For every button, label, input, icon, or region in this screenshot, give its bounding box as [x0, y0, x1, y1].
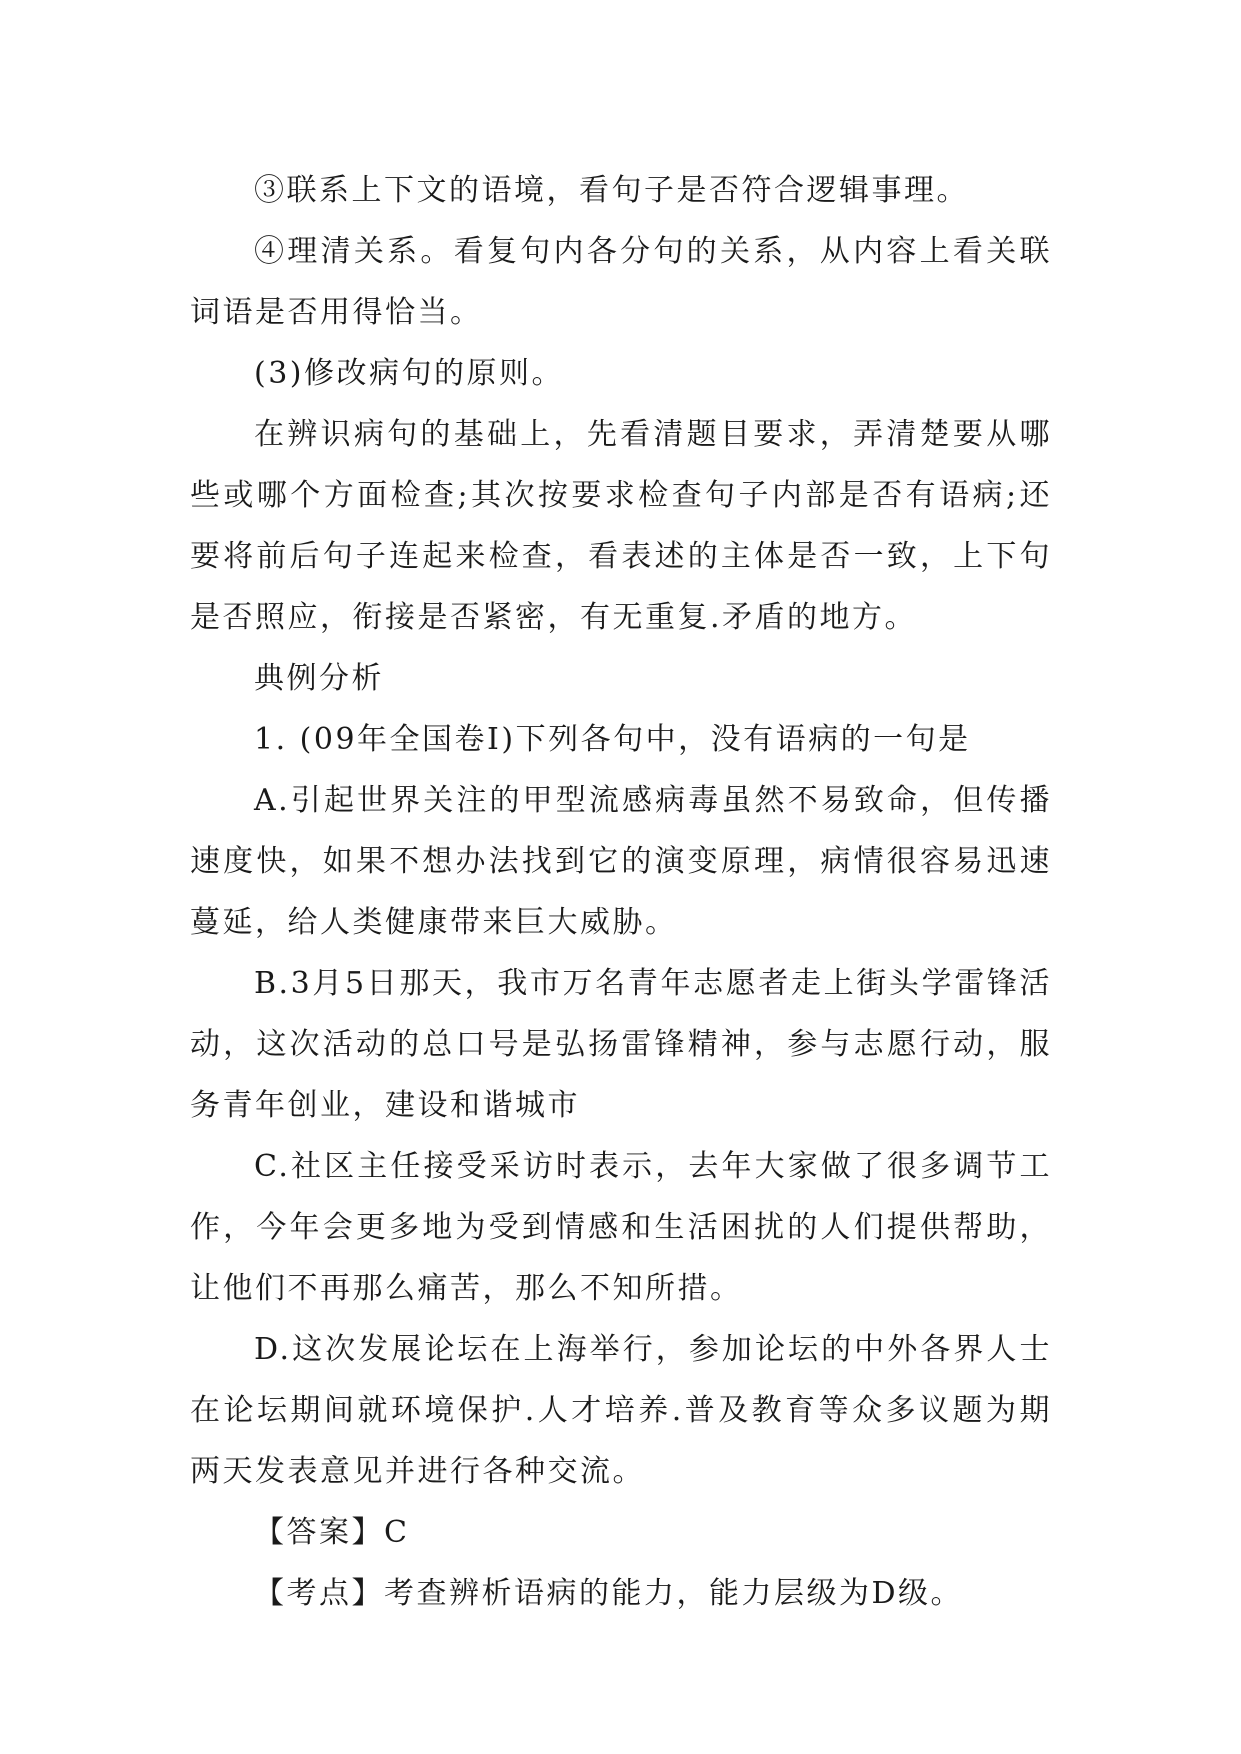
- option-d: D.这次发展论坛在上海举行，参加论坛的中外各界人士在论坛期间就环境保护.人才培养.普及教育等众多议题为期两天发表意见并进行各种交流。: [190, 1332, 1052, 1489]
- section-heading-example-analysis: 典例分析: [254, 661, 384, 696]
- answer-line: 【答案】C: [254, 1515, 410, 1550]
- paragraph-clarify-relations: ④理清关系。看复句内各分句的关系，从内容上看关联词语是否用得恰当。: [190, 234, 1052, 330]
- option-c: C.社区主任接受采访时表示，去年大家做了很多调节工作，今年会更多地为受到情感和生活困扰的人们提供帮助，让他们不再那么痛苦，那么不知所措。: [190, 1149, 1052, 1306]
- paragraph-context-logic: ③联系上下文的语境，看句子是否符合逻辑事理。: [254, 173, 969, 208]
- document-body: [190, 160, 1052, 1624]
- option-a: A.引起世界关注的甲型流感病毒虽然不易致命，但传播速度快，如果不想办法找到它的演变原理，病情很容易迅速蔓延，给人类健康带来巨大威胁。: [190, 783, 1052, 940]
- option-b: B.3月5日那天，我市万名青年志愿者走上街头学雷锋活动，这次活动的总口号是弘扬雷锋精神，参与志愿行动，服务青年创业，建设和谐城市: [190, 966, 1052, 1123]
- question-stem: 1. (09年全国卷Ⅰ)下列各句中，没有语病的一句是: [254, 722, 971, 757]
- paragraph-revision-principles: 在辨识病句的基础上，先看清题目要求，弄清楚要从哪些或哪个方面检查;其次按要求检查句子内部是否有语病;还要将前后句子连起来检查，看表述的主体是否一致，上下句是否照应，衔接是否紧密，有无重复.矛盾的地方。: [190, 417, 1052, 635]
- paragraph-revision-principles-heading: (3)修改病句的原则。: [254, 356, 564, 391]
- exam-point-line: 【考点】考查辨析语病的能力，能力层级为D级。: [254, 1576, 964, 1611]
